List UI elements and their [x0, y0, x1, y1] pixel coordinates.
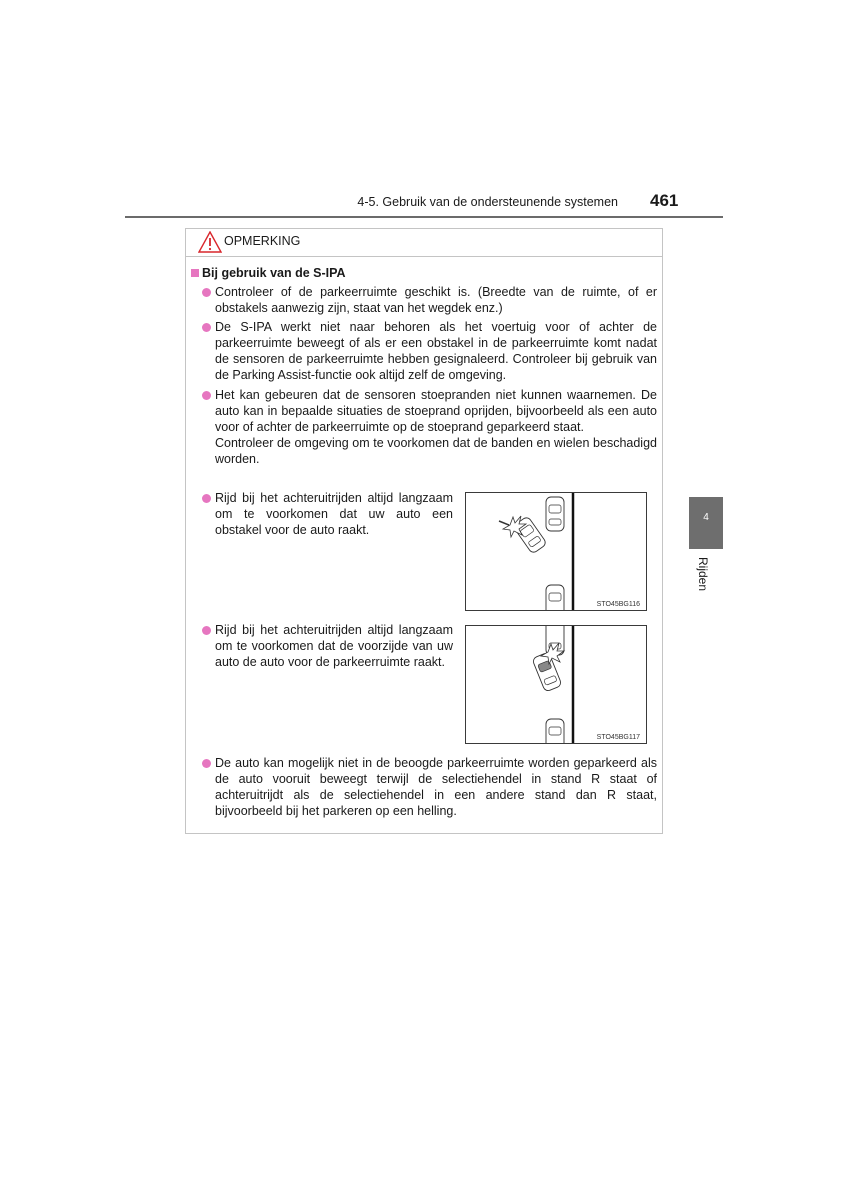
section-header-title: 4-5. Gebruik van de ondersteunende systemen	[357, 195, 618, 209]
warning-icon	[198, 231, 222, 253]
bullet-dot-icon	[202, 494, 211, 503]
list-item	[215, 387, 657, 467]
chapter-label-container	[696, 557, 710, 597]
illustration-reversing-obstacle	[465, 492, 647, 611]
list-item-text: De S-IPA werkt niet naar behoren als het voertuig voor of achter de parkeerruimte beweegt of als er een obstakel in de parkeerruimte komt nadat de sensoren de parkeerruimte hebben gesignaleerd. Controleer bij gebruik van de Parking Assist-functie ook altijd zelf de omgeving.	[215, 320, 657, 382]
parking-diagram	[466, 626, 646, 743]
list-item-text: Rijd bij het achteruitrijden altijd langzaam om te voorkomen dat uw auto een obstakel voor de auto raakt.	[215, 491, 453, 537]
list-item	[215, 319, 657, 383]
square-bullet-icon	[191, 269, 199, 277]
list-item-text: Controleer of de parkeerruimte geschikt is. (Breedte van de ruimte, of er obstakels aanwezig zijn, staat van het wegdek enz.)	[215, 285, 657, 315]
figure-code: STO45BG116	[596, 601, 640, 608]
bullet-dot-icon	[202, 288, 211, 297]
list-item	[215, 490, 453, 538]
chapter-tab	[689, 497, 723, 549]
header-rule	[125, 216, 723, 218]
bullet-dot-icon	[202, 323, 211, 332]
list-item-text: De auto kan mogelijk niet in de beoogde parkeerruimte worden geparkeerd als de auto vooruit beweegt terwijl de selectiehendel in stand R staat of achteruitrijdt als de selectiehendel in een andere stand dan R staat, bijvoorbeeld bij het parkeren op een helling.	[215, 756, 657, 818]
bullet-dot-icon	[202, 391, 211, 400]
parking-diagram	[466, 493, 646, 610]
illustration-reversing-front-contact	[465, 625, 647, 744]
note-section-title-text: Bij gebruik van de S-IPA	[202, 266, 346, 280]
chapter-label: Rijden	[696, 557, 710, 592]
note-header	[186, 229, 662, 257]
list-item	[215, 755, 657, 819]
note-heading: OPMERKING	[224, 234, 301, 248]
list-item-text: Rijd bij het achteruitrijden altijd langzaam om te voorkomen dat de voorzijde van uw auto de auto voor de parkeerruimte raakt.	[215, 623, 453, 669]
bullet-dot-icon	[202, 626, 211, 635]
page-number: 461	[650, 191, 679, 210]
list-item	[215, 622, 453, 670]
bullet-dot-icon	[202, 759, 211, 768]
list-item-text-continued: Controleer de omgeving om te voorkomen dat de banden en wielen beschadigd worden.	[215, 436, 657, 466]
note-section-title	[191, 266, 346, 280]
list-item	[215, 284, 657, 316]
figure-code: STO45BG117	[596, 734, 640, 741]
note-box	[185, 228, 663, 834]
chapter-number: 4	[703, 512, 709, 523]
list-item-text: Het kan gebeuren dat de sensoren stoepranden niet kunnen waarnemen. De auto kan in bepaalde situaties de stoeprand oprijden, bijvoorbeeld als een auto voor of achter de parkeerruimte op de stoeprand geparkeerd staat.	[215, 388, 657, 434]
